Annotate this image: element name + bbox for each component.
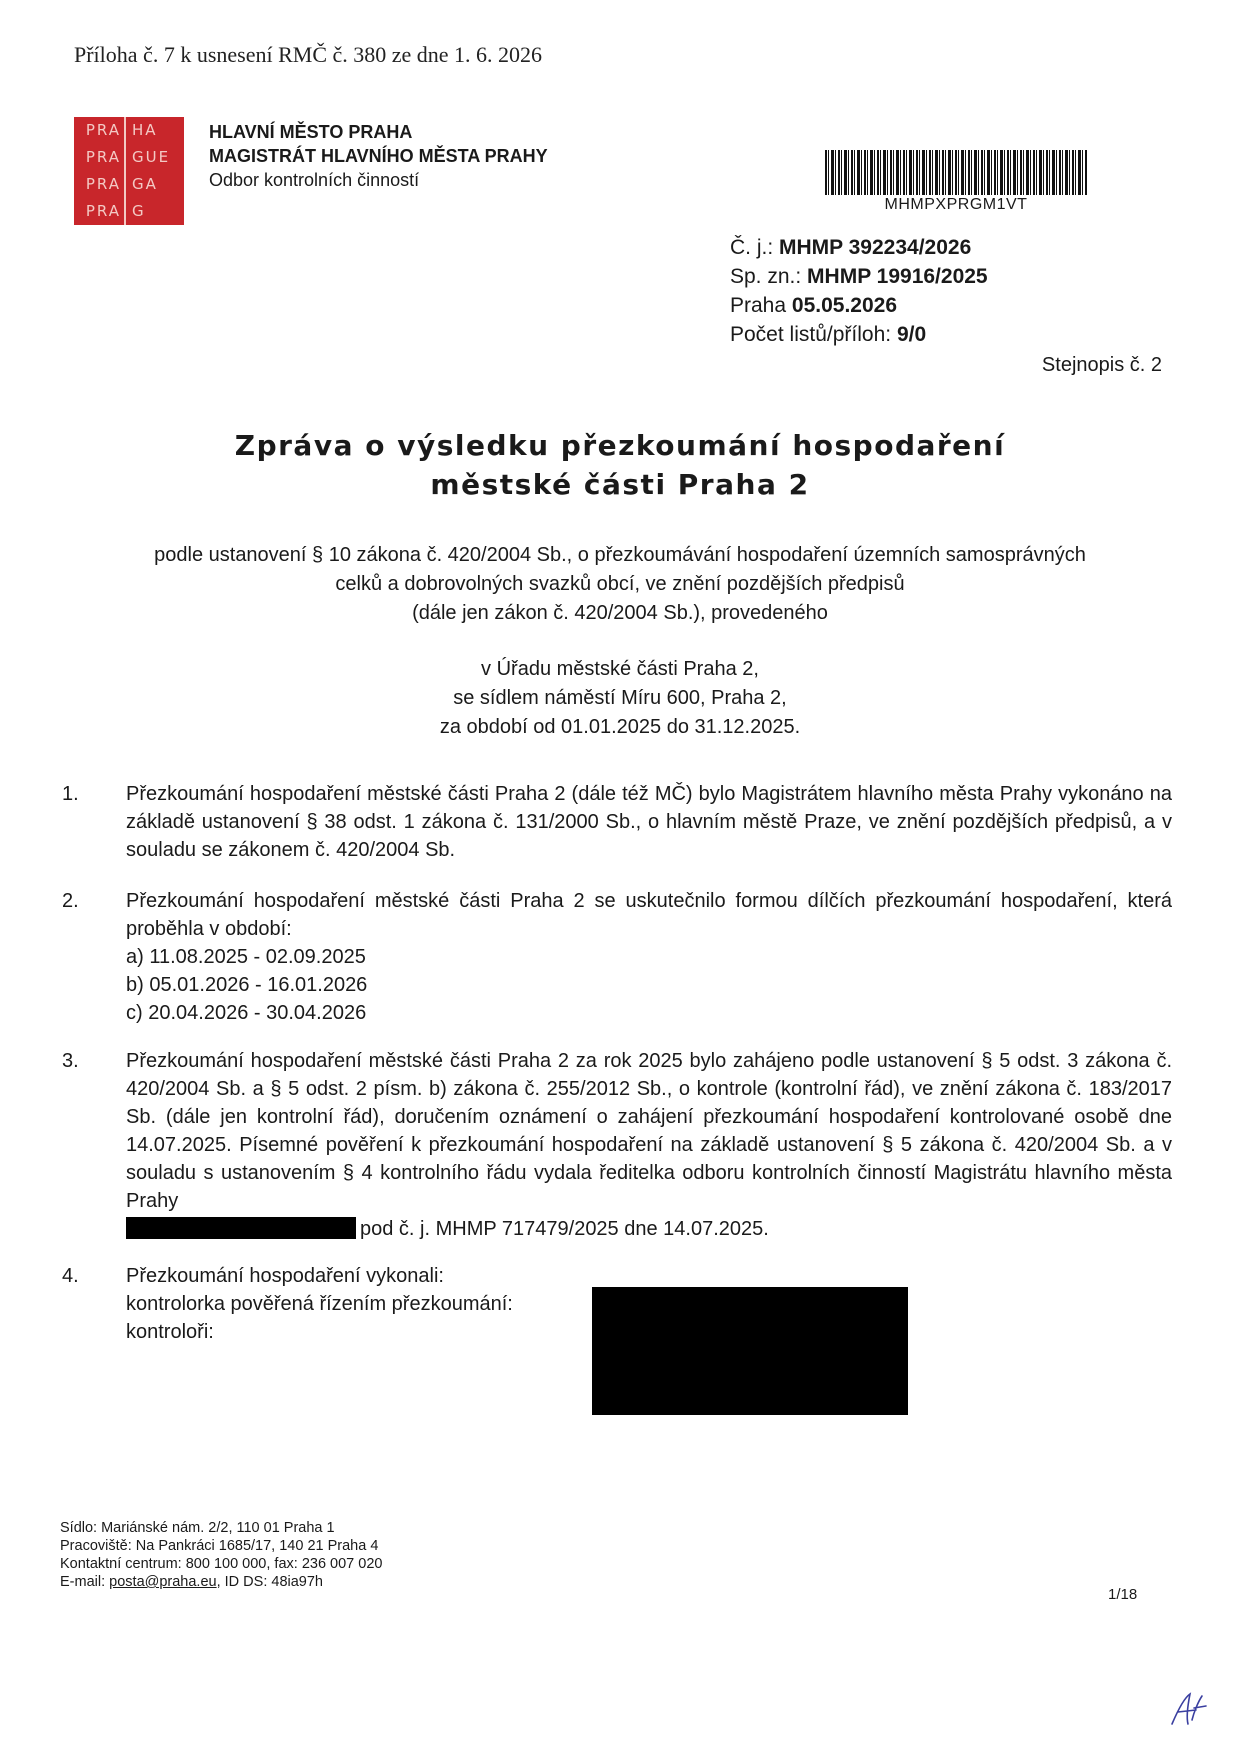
email-link[interactable]: posta@praha.eu — [109, 1574, 217, 1590]
barcode-text: MHMPXPRGM1VT — [884, 196, 1028, 213]
item-text-end: pod č. j. MHMP 717479/2025 dne 14.07.2025. — [126, 1215, 1172, 1243]
logo-cell: PRA — [74, 117, 126, 144]
logo-cell: GA — [132, 175, 158, 193]
item-number: 3. — [62, 1050, 79, 1072]
page-number: 1/18 — [1108, 1586, 1138, 1603]
sheets-count: Počet listů/příloh: 9/0 — [730, 323, 927, 346]
auditors-heading: Přezkoumání hospodaření vykonali: — [126, 1265, 444, 1287]
period-a: a) 11.08.2025 - 02.09.2025 — [126, 946, 366, 968]
logo-cell: HA — [132, 121, 158, 139]
list-item — [62, 887, 1172, 1027]
auditors-label: kontroloři: — [126, 1321, 214, 1343]
period-b: b) 05.01.2026 - 16.01.2026 — [126, 974, 368, 996]
logo-cell: PRA — [74, 171, 126, 198]
prague-logo — [74, 117, 184, 225]
file-number: Sp. zn.: MHMP 19916/2025 — [730, 265, 988, 288]
item-number: 1. — [62, 783, 79, 805]
attachment-line: Příloha č. 7 k usnesení RMČ č. 380 ze dne 1. 6. 2026 — [74, 42, 543, 67]
reference-block — [730, 233, 988, 349]
logo-cell: GUE — [132, 148, 171, 166]
item-text: Přezkoumání hospodaření městské části Praha 2 se uskutečnilo formou dílčích přezkoumání hospodaření, která proběhla v období: — [126, 890, 1172, 940]
handwritten-initials — [1168, 1690, 1208, 1730]
lead-auditor-label: kontrolorka pověřená řízením přezkoumání: — [126, 1293, 513, 1315]
logo-cell: G — [132, 202, 146, 220]
list-item — [62, 1047, 1172, 1243]
item-text: Přezkoumání hospodaření městské části Praha 2 (dále též MČ) bylo Magistrátem hlavního města Prahy vykonáno na základě ustanovení § 38 odst. 1 zákona č. 131/2000 Sb., o hlavním městě Praze, ve znění pozdějších předpisů, a v souladu se zákonem č. 420/2004 Sb. — [126, 783, 1172, 861]
org-department: Odbor kontrolních činností — [209, 170, 420, 190]
lead-paragraph: podle ustanovení § 10 zákona č. 420/2004 Sb., o přezkoumávání hospodaření územních samosprávných celků a dobrovolných svazků obcí, ve znění pozdějších předpisů (dále jen zákon č. 420/2004 Sb.), provedeného — [154, 544, 1086, 624]
copy-number: Stejnopis č. 2 — [1041, 354, 1162, 376]
document-title: Zpráva o výsledku přezkoumání hospodaření městské části Praha 2 — [234, 429, 1006, 501]
logo-cell: PRA — [74, 198, 126, 225]
logo-cell: PRA — [74, 144, 126, 171]
case-number: Č. j.: MHMP 392234/2026 — [730, 236, 972, 259]
organization-header — [209, 120, 548, 192]
audit-place: v Úřadu městské části Praha 2, se sídlem náměstí Míru 600, Praha 2, za období od 01.01.2025 do 31.12.2025. — [439, 658, 801, 738]
period-c: c) 20.04.2026 - 30.04.2026 — [126, 1002, 367, 1024]
footer: Sídlo: Mariánské nám. 2/2, 110 01 Praha 1 Pracoviště: Na Pankráci 1685/17, 140 21 Praha 4 Kontaktní centrum: 800 100 000, fax: 236 007 020 E-mail: posta@praha.eu, ID DS: 48ia97h — [60, 1520, 383, 1590]
org-magistrate: MAGISTRÁT HLAVNÍHO MĚSTA PRAHY — [209, 146, 548, 166]
item-number: 4. — [62, 1265, 79, 1287]
org-name: HLAVNÍ MĚSTO PRAHA — [209, 122, 413, 142]
item-text: Přezkoumání hospodaření městské části Praha 2 za rok 2025 bylo zahájeno podle ustanovení § 5 odst. 3 zákona č. 420/2004 Sb. a § 5 odst. 2 písm. b) zákona č. 255/2012 Sb., o kontrole (kontrolní řád), ve znění zákona č. 183/2017 Sb. (dále jen kontrolní řád), doručením oznámení o zahájení přezkoumání hospodaření kontrolované osobě dne 14.07.2025. Písemné pověření k přezkoumání hospodaření na základě ustanovení § 5 zákona č. 420/2004 Sb. a v souladu s ustanovením § 4 kontrolního řádu vydala ředitelka odboru kontrolních činností Magistrátu hlavního města Prahy — [126, 1050, 1172, 1212]
date-line: Praha 05.05.2026 — [730, 294, 897, 317]
barcode — [825, 150, 1087, 195]
item-number: 2. — [62, 890, 79, 912]
redaction — [126, 1217, 356, 1239]
redaction — [592, 1287, 908, 1415]
list-item — [62, 780, 1172, 864]
